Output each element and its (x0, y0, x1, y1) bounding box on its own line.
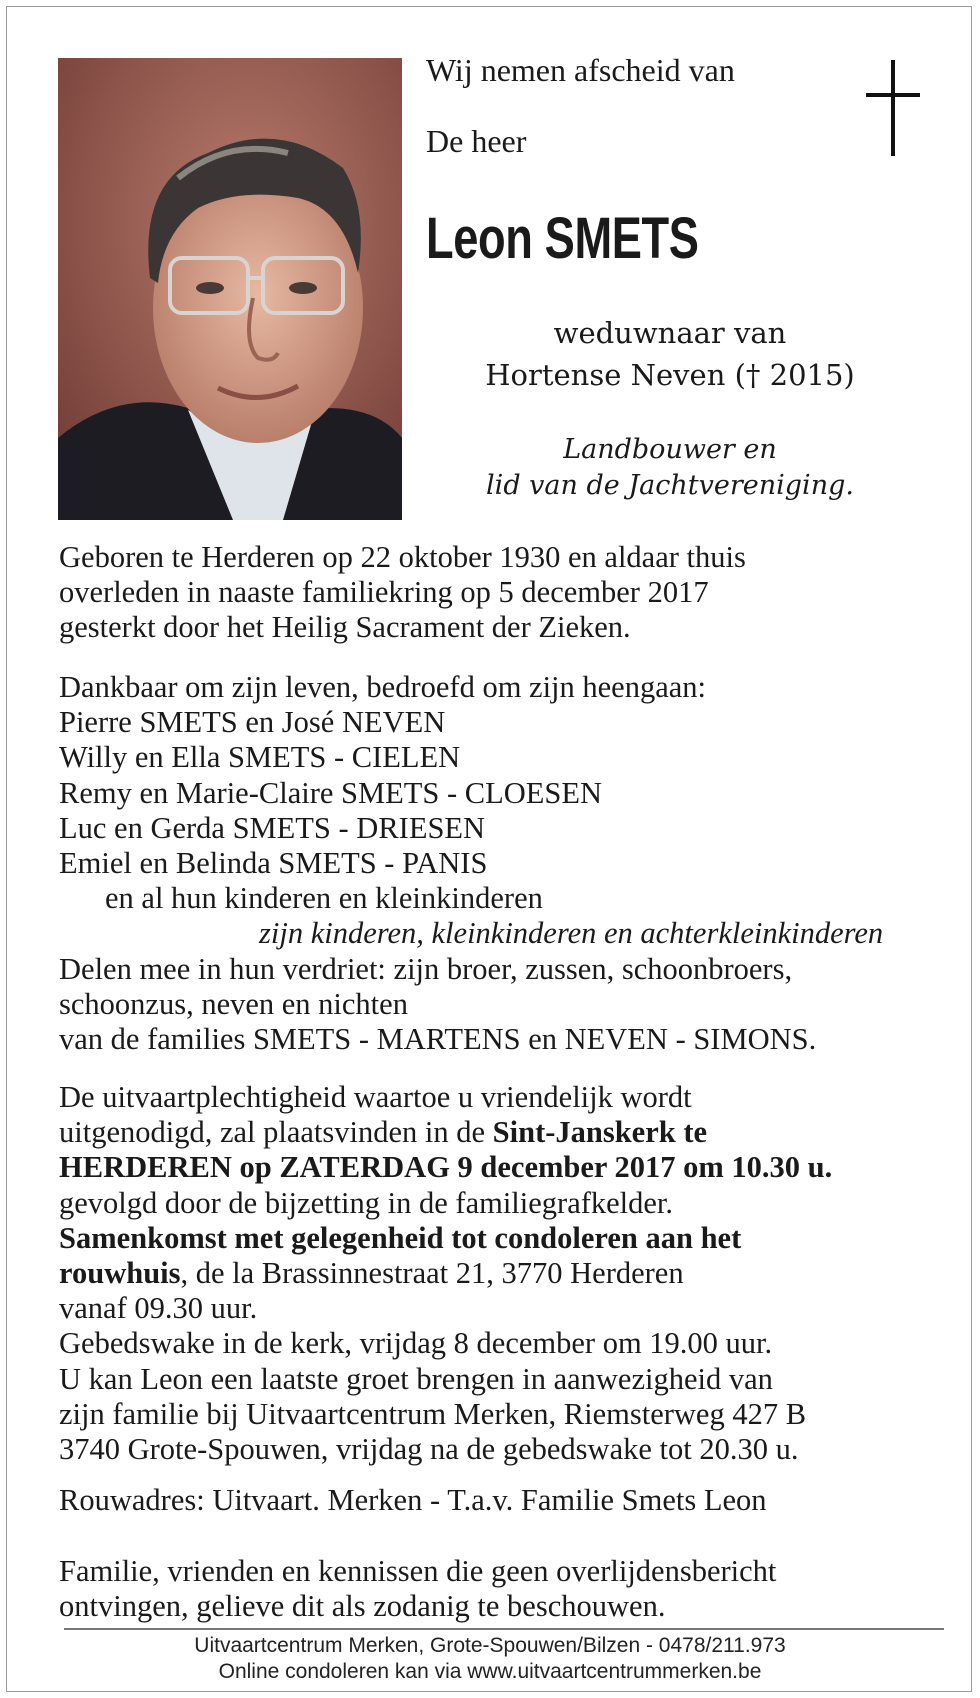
salutation: De heer (426, 123, 527, 159)
cross-icon (866, 60, 920, 160)
text-line: Geboren te Herderen op 22 oktober 1930 en aldaar thuis (59, 540, 746, 574)
text-line: De uitvaartplechtigheid waartoe u vriendelijk wordt (59, 1080, 692, 1114)
family-intro: Dankbaar om zijn leven, bedroefd om zijn heengaan: (59, 670, 707, 704)
widow-line-1: weduwnaar van (553, 316, 787, 350)
occupation-line-2: lid van de Jachtvereniging. (486, 470, 854, 501)
family-couple: Luc en Gerda SMETS - DRIESEN (59, 810, 486, 845)
footer-website[interactable]: Online condoleren kan via www.uitvaartcentrummerken.be (218, 1660, 762, 1683)
ceremony-date: HERDEREN op ZATERDAG 9 december 2017 om 10.30 u. (59, 1150, 833, 1185)
text-line: gesterkt door het Heilig Sacrament der Zieken. (59, 610, 631, 645)
address-paragraph (59, 1483, 959, 1518)
text-line: schoonzus, neven en nichten (59, 986, 408, 1021)
rouwhuis-label: rouwhuis (59, 1256, 181, 1291)
text-line: ontvingen, gelieve dit als zodanig te beschouwen. (59, 1589, 666, 1624)
intro-text: Wij nemen afscheid van (426, 52, 735, 88)
condolence-heading: Samenkomst met gelegenheid tot condoleren aan het (59, 1220, 742, 1255)
footer-contact: Uitvaartcentrum Merken, Grote-Spouwen/Bilzen - 0478/211.973 (194, 1634, 786, 1657)
church-name: Sint-Janskerk te (492, 1115, 708, 1150)
widow-line-2: Hortense Neven († 2015) (485, 358, 855, 392)
text-line: vanaf 09.30 uur. (59, 1291, 258, 1326)
text-line: 3740 Grote-Spouwen, vrijdag na de gebedswake tot 20.30 u. (59, 1432, 799, 1467)
text-line: overleden in naaste familiekring op 5 december 2017 (59, 575, 709, 610)
descendants-line: zijn kinderen, kleinkinderen en achterkleinkinderen (259, 916, 884, 951)
family-couple: Emiel en Belinda SMETS - PANIS (59, 846, 488, 881)
text-line: U kan Leon een laatste groet brengen in aanwezigheid van (59, 1361, 773, 1396)
text-line: zijn familie bij Uitvaartcentrum Merken, Riemsterweg 427 B (59, 1396, 807, 1431)
text-line: uitgenodigd, zal plaatsvinden in de Sint-Janskerk te (59, 1115, 708, 1150)
family-couple: Remy en Marie-Claire SMETS - CLOESEN (59, 775, 602, 810)
text-line: rouwhuis, de la Brassinnestraat 21, 3770 Herderen (59, 1256, 684, 1291)
footer-divider (64, 1628, 944, 1630)
family-paragraph (59, 670, 959, 1057)
text-line: van de families SMETS - MARTENS en NEVEN - SIMONS. (59, 1022, 817, 1057)
ceremony-paragraph (59, 1080, 959, 1467)
occupation-line-1: Landbouwer en (563, 434, 777, 465)
text-line: gevolgd door de bijzetting in de familiegrafkelder. (59, 1185, 674, 1220)
deceased-name: Leon SMETS (426, 206, 699, 271)
closing-paragraph (59, 1554, 959, 1624)
family-couple: Willy en Ella SMETS - CIELEN (59, 740, 461, 775)
text-line: Familie, vrienden en kennissen die geen overlijdensbericht (59, 1554, 777, 1588)
family-couple: Pierre SMETS en José NEVEN (59, 705, 446, 740)
birth-paragraph (59, 540, 959, 646)
address-line: Rouwadres: Uitvaart. Merken - T.a.v. Familie Smets Leon (59, 1483, 767, 1517)
grandchildren-line: en al hun kinderen en kleinkinderen (105, 881, 543, 916)
text-line: Gebedswake in de kerk, vrijdag 8 december om 19.00 uur. (59, 1326, 773, 1361)
portrait-photo (58, 58, 402, 520)
text-line: Delen mee in hun verdriet: zijn broer, zussen, schoonbroers, (59, 951, 793, 986)
